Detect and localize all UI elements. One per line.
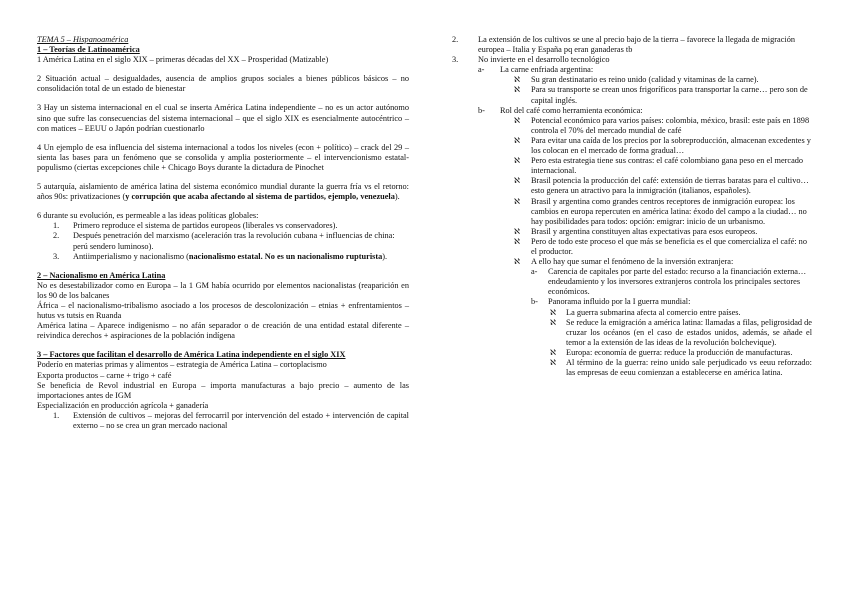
bullet-item xyxy=(452,227,812,237)
list-letter: b- xyxy=(531,297,538,307)
bullet-item xyxy=(452,237,812,257)
document-title: TEMA 5 – Hispanoamérica xyxy=(37,35,129,44)
list-number: 3. xyxy=(452,55,459,65)
list-number: 2. xyxy=(452,35,459,44)
bullet-item xyxy=(452,318,812,348)
list-text: La extensión de los cultivos se une al precio bajo de la tierra – favorece la llegada de migración europea – Italia y España pq eran ganaderas tb xyxy=(478,35,795,55)
bullet-text: Pero de todo este proceso el que más se beneficia es el que comercializa el café: no el productor. xyxy=(531,236,807,256)
bullet-item xyxy=(452,116,812,136)
bullet-icon: ℵ xyxy=(550,307,556,317)
list-letter: b- xyxy=(478,105,485,115)
bullet-icon: ℵ xyxy=(514,176,520,186)
section-2-line: No es desestabilizador como en Europa – la 1 GM había ocurrido por elementos nacionalistas (reaparición en los 90 de los balcanes xyxy=(37,280,409,300)
bullet-text: Pero esta estrategia tiene sus contras: el café colombiano gana peso en el mercado internacional. xyxy=(531,156,804,176)
bullet-icon: ℵ xyxy=(514,196,520,206)
bullet-item xyxy=(452,136,812,156)
bullet-text: Se reduce la emigración a américa latina: llamadas a filas, peligrosidad de cruzar los océanos (en el caso de estados unidos, además, se añade el temor a la extensión de las ideas de la revolución bolchevique). xyxy=(566,317,812,347)
list-text-bold: nacionalismo estatal. No es un nacionalismo rupturista xyxy=(188,251,383,261)
bullet-item xyxy=(452,75,812,85)
section-3-line: Especialización en producción agrícola + ganadería xyxy=(37,400,209,410)
bullet-icon: ℵ xyxy=(514,115,520,125)
list-text: No invierte en el desarrollo tecnológico xyxy=(478,55,610,65)
bullet-text: Para su transporte se crean unos frigoríficos para transportar la carne… pero son de capital inglés. xyxy=(531,85,808,105)
section-3-line: Se beneficia de Revol industrial en Europa – importa manufacturas a bajo precio – aumento de las importaciones antes de IGM xyxy=(37,380,409,400)
bullet-text: Europa: economía de guerra: reduce la producción de manufacturas. xyxy=(566,347,793,357)
section-2-line: África – el nacionalismo-tribalismo asociado a los procesos de descolonización – etnias + enfrentamientos – hutus vs tutsis en Ruanda xyxy=(37,300,409,321)
right-column xyxy=(452,35,812,378)
bullet-text: Su gran destinatario es reino unido (calidad y vitaminas de la carne). xyxy=(531,75,759,85)
list-item xyxy=(37,231,409,251)
paragraph-2: 2 Situación actual – desigualdades, ausencia de amplios grupos sociales a bienes públicos básicos – no consolidación total de un estado de bienestar xyxy=(37,74,409,94)
list-number: 2. xyxy=(53,231,60,241)
section-3-title: 3 – Factores que facilitan el desarrollo de América Latina independiente en el siglo XIX xyxy=(37,350,346,360)
list-letter: a- xyxy=(478,65,485,75)
bullet-icon: ℵ xyxy=(514,156,520,166)
list-text: Después penetración del marxismo (aceleración tras la revolución cubana + influencias de china: perú sendero luminoso). xyxy=(73,231,395,251)
section-2-title: 2 – Nacionalismo en América Latina xyxy=(37,270,166,280)
bullet-item xyxy=(452,85,812,105)
list-text: Extensión de cultivos – mejoras del ferrocarril por intervención del estado + intervención de capital externo – no se crea un gran mercado nacional xyxy=(73,410,409,430)
paragraph-5-text: 5 autarquía, aislamiento de américa latina del sistema económico mundial durante la guerra fría vs el retorno: años 90s: privatizaciones ( xyxy=(37,182,409,202)
bullet-text: A ello hay que sumar el fenómeno de la inversión extranjera: xyxy=(531,257,734,267)
list-text-a: Antiimperialismo y nacionalismo ( xyxy=(73,251,189,261)
bullet-item xyxy=(452,257,812,267)
bullet-text: Brasil potencia la producción del café: extensión de tierras baratas para el cultivo… esto genera un atractivo para la inmigración (italianos, españoles). xyxy=(531,176,809,196)
bullet-icon: ℵ xyxy=(514,226,520,236)
list-item xyxy=(37,252,409,262)
paragraph-5-bold: y corrupción que acaba afectando al sistema de partidos, ejemplo, venezuela xyxy=(125,192,395,202)
bullet-icon: ℵ xyxy=(550,347,556,357)
list-number: 1. xyxy=(53,221,60,231)
sublist-item xyxy=(452,65,812,75)
paragraph-3: 3 Hay un sistema internacional en el cual se inserta América Latina independiente – no es un actor autónomo sino que sufre las consecuencias del sistema internacional – que el siglo XIX es esencialmente autocéntrico – con matices – EEUU o Japón podrían cuestionarlo xyxy=(37,103,409,133)
bullet-item xyxy=(452,308,812,318)
list-text: Panorama influido por la I guerra mundial: xyxy=(548,297,691,307)
paragraph-6: 6 durante su evolución, es permeable a las ideas políticas globales: xyxy=(37,211,259,221)
bullet-icon: ℵ xyxy=(514,75,520,85)
list-text: La carne enfriada argentina: xyxy=(500,65,594,75)
sublist-item xyxy=(452,106,812,116)
bullet-text: Potencial económico para varios países: colombia, méxico, brasil: este país en 1898 controla el 70% del mercado mundial de café xyxy=(531,115,810,135)
bullet-text: Para evitar una caída de los precios por la sobreproducción, almacenan excedentes y los colocan en el mercado de forma gradual… xyxy=(531,135,811,156)
bullet-text: Brasil y argentina como grandes centros receptores de inmigración europea: los cambios en europa repercuten en américa latina: éxodo del campo a la ciudad… no hay posibilidades para todos: opción: emigrar: inicio de un urbanismo. xyxy=(531,196,807,226)
paragraph-1: 1 América Latina en el siglo XIX – primeras décadas del XX – Prosperidad (Matizable) xyxy=(37,55,329,65)
bullet-text: La guerra submarina afecta al comercio entre países. xyxy=(566,307,741,317)
paragraph-4: 4 Un ejemplo de esa influencia del sistema internacional a todos los niveles (econ + político) – crack del 29 – sienta las bases para un fenómeno que se consolida y amplia posteriormente – el intervencionismo estatal-populismo (ciertas excepciones chile + Chicago Boys durante la dictadura de Pinochet xyxy=(37,142,409,172)
list-item xyxy=(452,55,812,65)
paragraph-5 xyxy=(37,182,409,202)
bullet-item xyxy=(452,156,812,176)
list-text: Rol del café como herramienta económica: xyxy=(500,105,643,115)
list-item xyxy=(37,411,409,431)
bullet-item xyxy=(452,358,812,378)
list-item xyxy=(37,221,409,231)
sub-sublist-item xyxy=(452,267,812,297)
bullet-icon: ℵ xyxy=(550,317,556,327)
sub-sublist-item xyxy=(452,297,812,307)
bullet-icon: ℵ xyxy=(514,85,520,95)
bullet-item xyxy=(452,348,812,358)
paragraph-5-end: ). xyxy=(394,192,400,202)
bullet-icon: ℵ xyxy=(514,236,520,246)
list-item xyxy=(452,35,812,55)
bullet-icon: ℵ xyxy=(514,257,520,267)
bullet-icon: ℵ xyxy=(514,135,520,145)
list-number: 1. xyxy=(53,410,60,420)
bullet-icon: ℵ xyxy=(550,358,556,367)
bullet-item xyxy=(452,197,812,227)
list-text xyxy=(73,252,409,262)
section-3-line: Exporta productos – carne + trigo + café xyxy=(37,370,172,380)
bullet-text: Al término de la guerra: reino unido sale perjudicado vs eeuu reforzado: las empresas de eeuu comienzan a establecerse en américa latina. xyxy=(566,358,812,378)
bullet-item xyxy=(452,176,812,196)
section-3-line: Poderío en materias primas y alimentos – estrategia de América Latina – cortoplacismo xyxy=(37,360,327,370)
list-letter: a- xyxy=(531,267,538,277)
bullet-text: Brasil y argentina constituyen altas expectativas para esos europeos. xyxy=(531,226,758,236)
left-column xyxy=(37,35,409,431)
list-text: Carencia de capitales por parte del estado: recurso a la financiación externa… endeudamiento y los inversores extranjeros controla los principales sectores económicos. xyxy=(548,267,807,297)
section-1-title: 1 – Teorías de Latinoamérica xyxy=(37,45,140,55)
section-2-line: América latina – Aparece indigenismo – no afán separador o de creación de una entidad estatal diferente – reivindica derechos + aspiraciones de la población indígena xyxy=(37,321,409,341)
list-text: Primero reproduce el sistema de partidos europeos (liberales vs conservadores). xyxy=(73,221,338,231)
list-text-end: ). xyxy=(382,251,388,261)
list-number: 3. xyxy=(53,251,60,261)
